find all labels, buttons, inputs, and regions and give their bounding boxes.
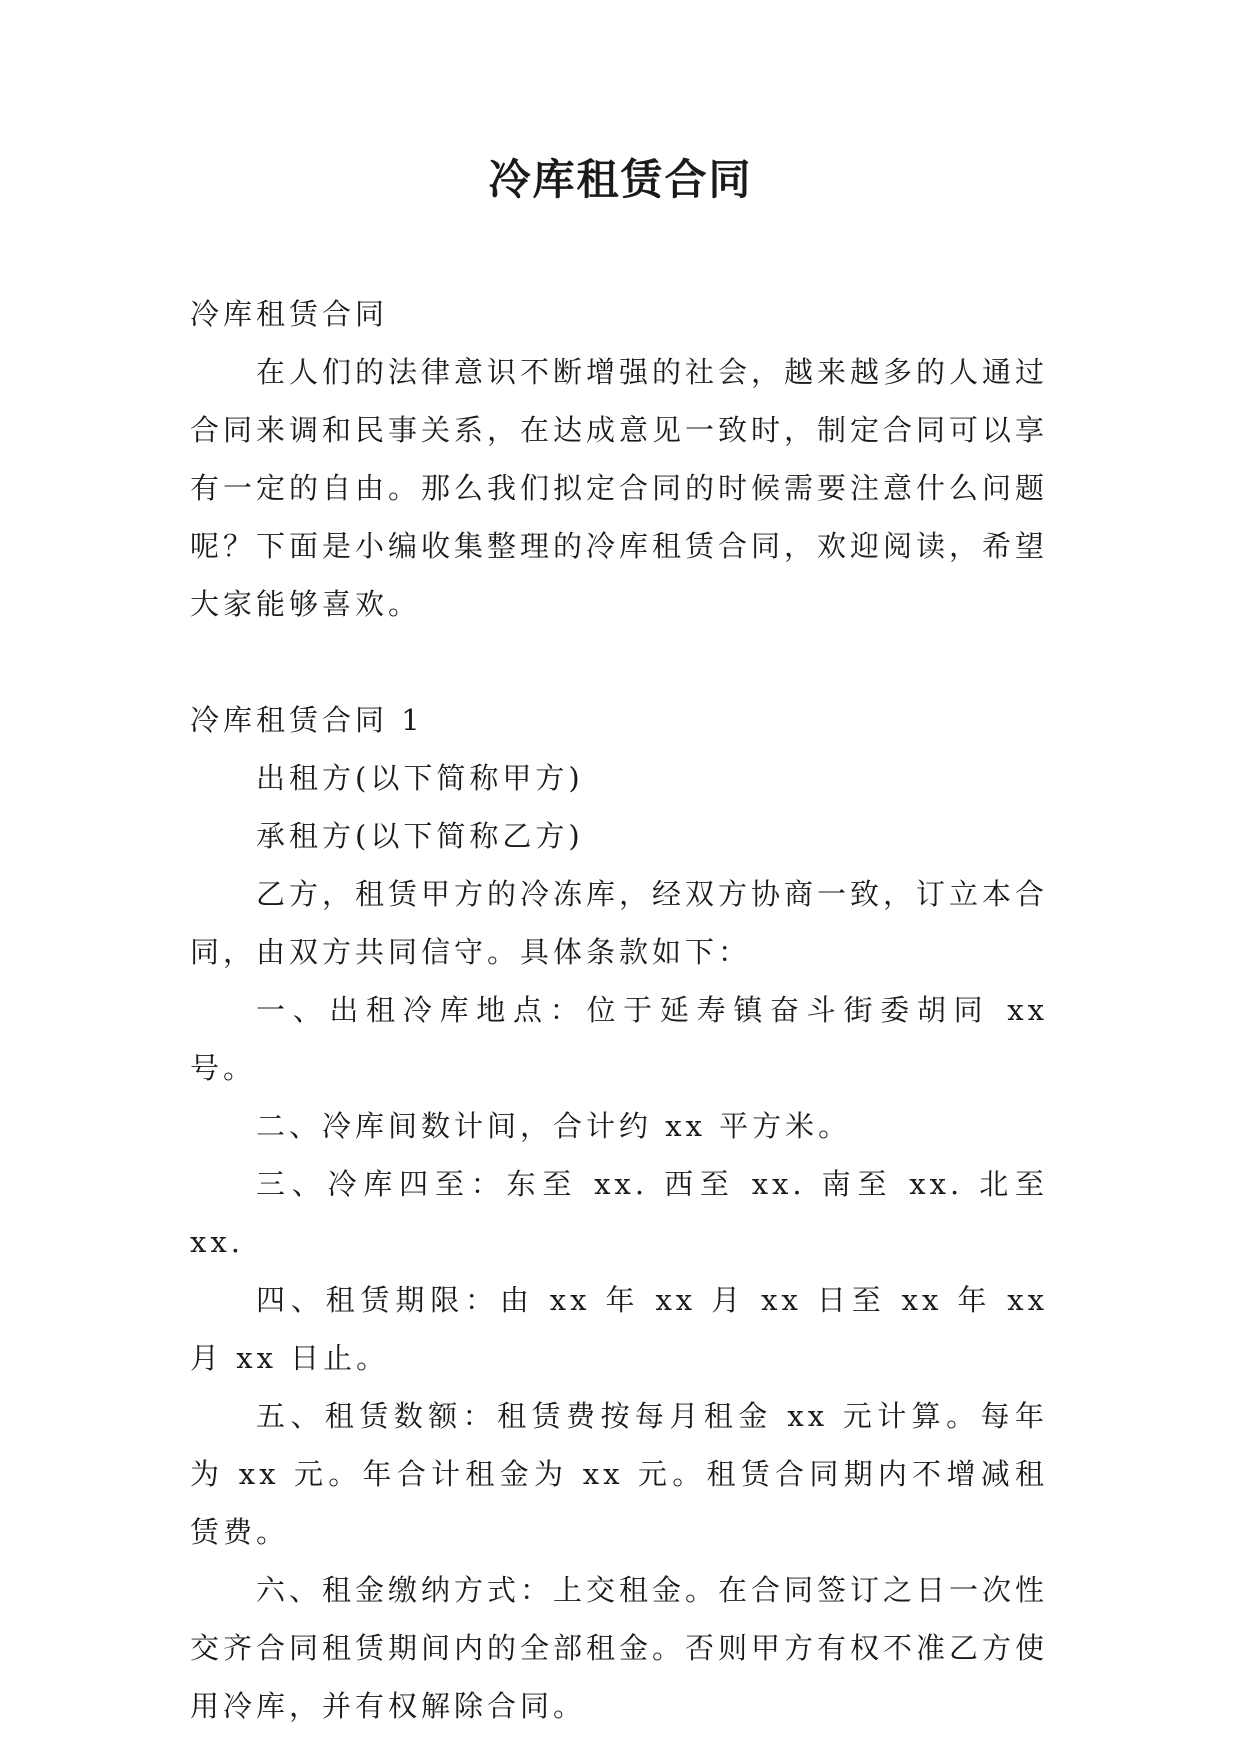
clause-item: 五、租赁数额：租赁费按每月租金 xx 元计算。每年为 xx 元。年合计租金为 xx 元。租赁合同期内不增减租赁费。 (190, 1399, 1048, 1549)
preamble-paragraph: 乙方，租赁甲方的冷冻库，经双方协商一致，订立本合同，由双方共同信守。具体条款如下： (190, 877, 1049, 969)
intro-paragraph: 在人们的法律意识不断增强的社会，越来越多的人通过合同来调和民事关系，在达成意见一致时，制定合同可以享有一定的自由。那么我们拟定合同的时候需要注意什么问题呢？下面是小编收集整理的冷库租赁合同，欢迎阅读，希望大家能够喜欢。 (190, 355, 1049, 621)
clause-item: 二、冷库间数计间，合计约 xx 平方米。 (256, 1109, 852, 1143)
document-subtitle: 冷库租赁合同 (190, 297, 389, 331)
section-heading: 冷库租赁合同 1 (190, 703, 424, 737)
document-body (190, 285, 1048, 1735)
lessor-line: 出租方(以下简称甲方) (256, 761, 584, 795)
lessee-line: 承租方(以下简称乙方) (256, 819, 584, 853)
document-title: 冷库租赁合同 (488, 155, 753, 204)
clause-item: 六、租金缴纳方式：上交租金。在合同签订之日一次性交齐合同租赁期间内的全部租金。否则甲方有权不准乙方使用冷库，并有权解除合同。 (190, 1573, 1049, 1723)
clause-item: 四、租赁期限：由 xx 年 xx 月 xx 日至 xx 年 xx 月 xx 日止。 (190, 1283, 1048, 1375)
clause-item: 三、冷库四至：东至 xx. 西至 xx. 南至 xx. 北至 xx. (190, 1167, 1048, 1259)
clause-item: 一、出租冷库地点：位于延寿镇奋斗街委胡同 xx 号。 (190, 993, 1048, 1085)
